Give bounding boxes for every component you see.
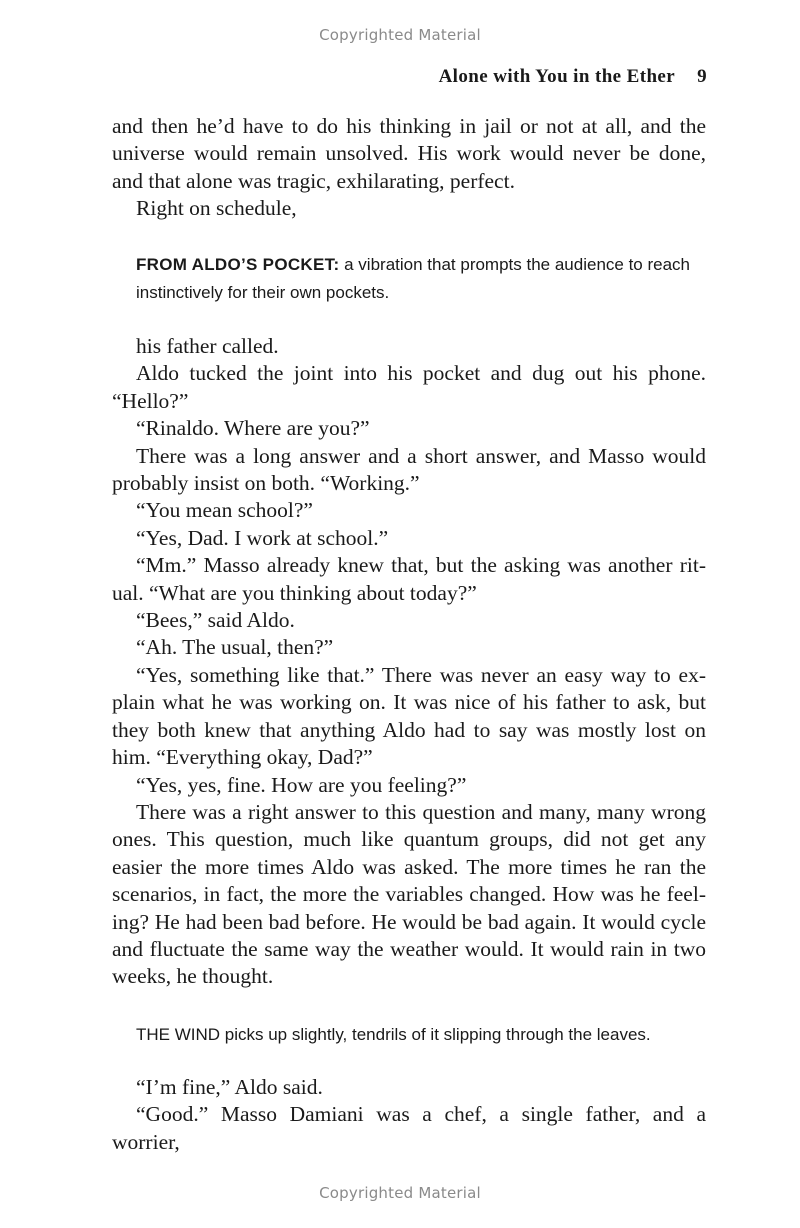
stage-direction-text: a vibration that prompts the audience to reach instinctively for their own pockets. <box>136 255 691 302</box>
copyright-watermark-bottom: Copyrighted Material <box>319 1184 481 1202</box>
stage-direction-pocket <box>136 251 708 307</box>
paragraph: Aldo tucked the joint into his pocket and dug out his phone. “Hello?” <box>112 361 706 413</box>
paragraph: and then he’d have to do his thinking in jail or not at all, and the universe would remain unsolved. His work would never be done, and that alone was tragic, exhilarating, perfect. <box>112 114 706 193</box>
stage-direction-text: THE WIND picks up slightly, tendrils of it slipping through the leaves. <box>136 1025 651 1044</box>
stage-direction-wind <box>136 1021 708 1049</box>
paragraph: Right on schedule, <box>136 196 297 221</box>
copyright-watermark-top: Copyrighted Material <box>319 26 481 44</box>
paragraph: “You mean school?” <box>136 498 313 523</box>
running-head <box>439 66 707 88</box>
paragraph: “Rinaldo. Where are you?” <box>136 416 370 441</box>
paragraph: “Good.” Masso Damiani was a chef, a single father, and a worrier, <box>112 1102 706 1154</box>
paragraph: “Yes, Dad. I work at school.” <box>136 525 389 550</box>
body-text-block-3 <box>112 1074 706 1156</box>
running-head-title: Alone with You in the Ether <box>438 66 676 87</box>
paragraph: There was a right answer to this question and many, many wrong ones. This question, much like quantum groups, did not get any easier the more times Aldo was asked. The more times he ran the scenarios, in fact, the more the variables changed. How was he feeling? He had been bad before. He would be bad again. It would cycle and fluctuate the same way the weather would. It would rain in two weeks, he thought. <box>112 799 706 989</box>
paragraph: “Mm.” Masso already knew that, but the asking was another ritual. “What are you thinking about today?” <box>112 553 706 605</box>
paragraph: There was a long answer and a short answer, and Masso would probably insist on both. “Working.” <box>112 443 706 496</box>
body-text-block-1 <box>112 113 706 223</box>
page-number: 9 <box>697 66 707 87</box>
paragraph: his father called. <box>136 334 279 358</box>
paragraph: “Yes, something like that.” There was never an easy way to explain what he was working on. It was nice of his father to ask, but they both knew that anything Aldo had to say was mostly lost on him. “Everything okay, Dad?” <box>112 662 706 770</box>
paragraph: “Yes, yes, fine. How are you feeling?” <box>136 772 467 797</box>
stage-direction-cue: FROM ALDO’S POCKET: <box>136 255 340 274</box>
body-text-block-2 <box>112 333 706 991</box>
paragraph: “Ah. The usual, then?” <box>136 635 334 660</box>
paragraph: “I’m fine,” Aldo said. <box>136 1075 323 1099</box>
paragraph: “Bees,” said Aldo. <box>136 608 295 633</box>
